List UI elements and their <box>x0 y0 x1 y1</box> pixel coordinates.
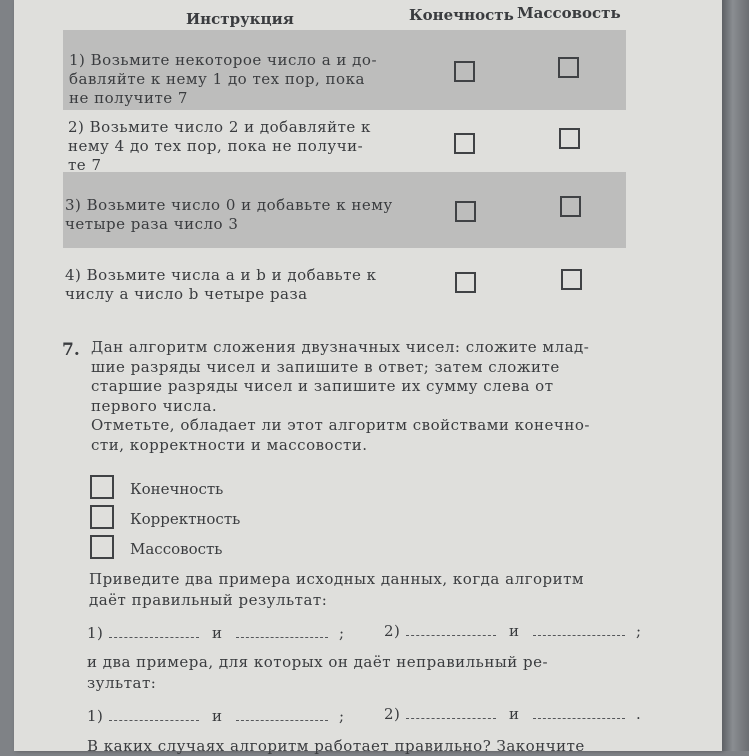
blank-2b[interactable] <box>533 625 625 636</box>
option-mass-checkbox[interactable] <box>90 535 114 559</box>
blank-3b[interactable] <box>236 710 328 721</box>
blank-1a[interactable] <box>109 627 199 638</box>
option-correctness-checkbox[interactable] <box>90 505 114 529</box>
row-1-mass-checkbox[interactable] <box>558 57 579 78</box>
row-2-finiteness-checkbox[interactable] <box>454 133 475 154</box>
prompt-correct: Приведите два примера исходных данных, когда алгоритм даёт правильный результат: <box>89 570 585 609</box>
blank-3a[interactable] <box>109 710 199 721</box>
task-number: 7. <box>62 340 80 360</box>
option-finiteness-label: Конечность <box>130 480 224 498</box>
blank-4a[interactable] <box>406 708 496 719</box>
row-4-text: 4) Возьмите числа a и b и добавьте к числу a число b четыре раза <box>65 266 377 303</box>
option-finiteness-checkbox[interactable] <box>90 475 114 499</box>
task-7-text: Дан алгоритм сложения двузначных чисел: сложите млад- шие разряды чисел и запишите в ответ; затем сложите старшие разряды чисел и запишите их сумму слева от первого числа. Отметьте, обладает ли этот алгоритм свойствами конечно- сти, корректности и массовости. <box>91 338 590 454</box>
prompt-wrong: и два примера, для которых он даёт неправильный ре- зультат: <box>87 653 549 692</box>
blank-4b[interactable] <box>533 708 625 719</box>
last-line: В каких случаях алгоритм работает правильно? Закончите <box>87 737 585 755</box>
header-mass: Массовость <box>517 4 621 22</box>
row-1-finiteness-checkbox[interactable] <box>454 61 475 82</box>
answer-line-wrong-2: 2) и . <box>384 705 642 723</box>
option-correctness-label: Корректность <box>130 510 241 528</box>
row-1-text: 1) Возьмите некоторое число a и до- бавляйте к нему 1 до тех пор, пока не получите 7 <box>69 51 378 107</box>
header-finiteness: Конечность <box>409 6 514 24</box>
page-edge <box>722 0 749 751</box>
row-2-text: 2) Возьмите число 2 и добавляйте к нему 4 до тех пор, пока не получи- те 7 <box>68 118 371 174</box>
answer-line-correct-2: 2) и ; <box>384 622 642 640</box>
blank-2a[interactable] <box>406 625 496 636</box>
blank-1b[interactable] <box>236 627 328 638</box>
row-3-finiteness-checkbox[interactable] <box>455 201 476 222</box>
option-mass-label: Массовость <box>130 540 223 558</box>
row-2-mass-checkbox[interactable] <box>559 128 580 149</box>
answer-line-wrong: 1) и ; <box>87 707 345 725</box>
row-4-finiteness-checkbox[interactable] <box>455 272 476 293</box>
row-3-text: 3) Возьмите число 0 и добавьте к нему четыре раза число 3 <box>65 196 393 233</box>
answer-line-correct: 1) и ; <box>87 624 345 642</box>
row-3-mass-checkbox[interactable] <box>560 196 581 217</box>
header-instruction: Инструкция <box>186 10 294 28</box>
row-4-mass-checkbox[interactable] <box>561 269 582 290</box>
